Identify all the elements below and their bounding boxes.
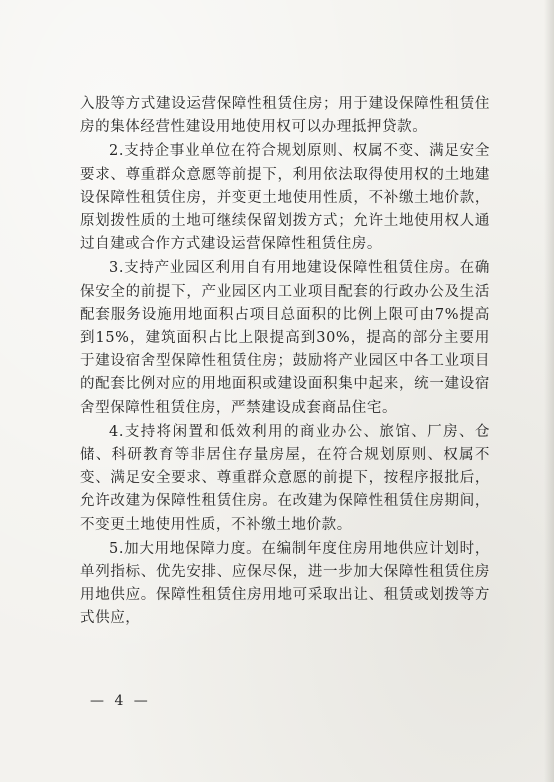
- paragraph-continuation: 入股等方式建设运营保障性租赁住房；用于建设保障性租赁住房的集体经营性建设用地使用权可以办理抵押贷款。: [80, 96, 490, 136]
- paragraph-item-4: 4.支持将闲置和低效利用的商业办公、旅馆、厂房、仓储、科研教育等非居住存量房屋，在符合规划原则、权属不变、满足安全要求、尊重群众意愿的前提下，按程序报批后，允许改建为保障性租赁住房。在改建为保障性租赁住房期间，不变更土地使用性质，不补缴土地价款。: [80, 423, 490, 533]
- paragraph-item-5: 5.加大用地保障力度。在编制年度住房用地供应计划时，单列指标、优先安排、应保尽保，进一步加大保障性租赁住房用地供应。保障性租赁住房用地可采取出让、租赁或划拨等方式供应，: [80, 540, 490, 627]
- page-number: — 4 —: [90, 693, 151, 709]
- paragraph-item-2: 2.支持企事业单位在符合规划原则、权属不变、满足安全要求、尊重群众意愿等前提下，利用依法取得使用权的土地建设保障性租赁住房，并变更土地使用性质，不补缴土地价款，原划拨性质的土地可继续保留划拨方式；允许土地使用权人通过自建或合作方式建设运营保障性租赁住房。: [80, 143, 490, 253]
- paragraph-item-3: 3.支持产业园区利用自有用地建设保障性租赁住房。在确保安全的前提下，产业园区内工业项目配套的行政办公及生活配套服务设施用地面积占项目总面积的比例上限可由7%提高到15%，建筑面积占比上限提高到30%，提高的部分主要用于建设宿舍型保障性租赁住房；鼓励将产业园区中各工业项目的配套比例对应的用地面积或建设面积集中起来，统一建设宿舍型保障性租赁住房，严禁建设成套商品住宅。: [80, 260, 490, 416]
- document-body: [80, 93, 490, 631]
- page-edge-shadow: [544, 0, 554, 782]
